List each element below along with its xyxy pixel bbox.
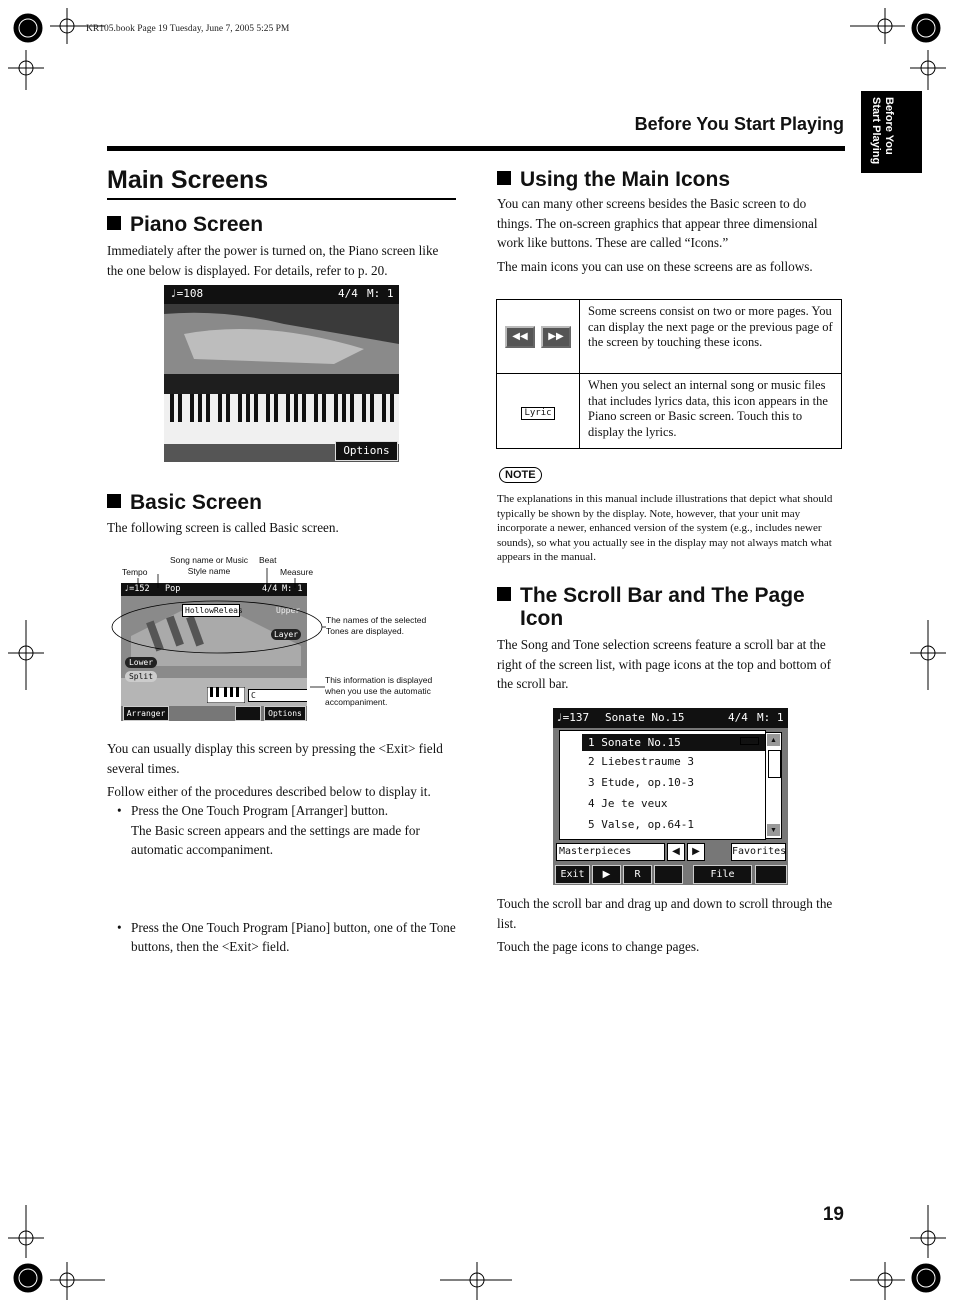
piano-beat: 4/4 [338,287,358,300]
side-tab-label: Before You Start Playing [870,97,895,165]
icons-body2: The main icons you can use on these screens are as follows. [497,259,813,274]
basic-intro: The following screen is called Basic screen. [107,520,339,535]
exit-button[interactable]: Exit [555,865,590,884]
lyric-icon-desc: When you select an internal song or music files that includes lyrics data, this icon appears in the Piano screen or Basic screen. Touch this to display the lyrics. [580,374,842,449]
callout-accompaniment: This information is displayed when you use the automatic accompaniment. [325,675,433,707]
basic-style: Pop [165,584,181,594]
header-rule [107,146,845,151]
layer-button[interactable]: Layer [271,629,301,640]
callout-song-name: Song name or Music Style name [170,555,248,576]
song-list [559,730,766,840]
favorites-button[interactable]: Favorites [731,843,786,861]
list-item[interactable]: 4 Je te veux [588,797,668,810]
callout-measure: Measure [280,567,314,577]
list-item[interactable]: 3 Etude, op.10-3 [588,776,694,789]
song-list-screen [553,708,788,885]
scroll-bar[interactable] [765,732,782,839]
title-rule [107,198,456,200]
piano-photo [164,304,399,462]
basic-para1: You can usually display this screen by pressing the <Exit> field several times. [107,741,443,776]
score-display-icon[interactable] [755,865,787,884]
page-icons-desc: Some screens consist on two or more pages. You can display the next page or the previous page of the screen by touching these icons. [580,300,842,374]
play-icon[interactable]: ▶ [592,865,621,884]
bullet-arranger-line2: The Basic screen appears and the settings are made for automatic accompaniment. [131,822,420,857]
scroll-bar-heading [497,584,805,607]
loop-icon[interactable] [654,865,683,884]
rewind-icon: ◀◀ [505,326,535,348]
basic-measure: M: 1 [282,584,303,594]
main-icons-heading-text: Using the Main Icons [520,168,731,191]
bullet-piano-line1: • Press the One Touch Program [Piano] button, one of the Tone buttons, then the <Exit> field. [131,919,456,954]
note-badge: NOTE [499,467,542,483]
callout-beat: Beat [259,555,277,565]
next-page-icon[interactable]: ▶ [687,843,705,861]
note-text: The explanations in this manual include illustrations that depict what should typically be shown by the display. Note, however, that your unit may incorporate a newer, enhanced version of the system (e.g., includes newer sounds), so what you actually see in the display may not always match what appears in the manual. [497,493,833,563]
scroll-after2: Touch the page icons to change pages. [497,939,700,954]
file-button[interactable]: File [693,865,752,884]
callout-lines [110,560,330,710]
song-beat: 4/4 [728,711,748,724]
section-header: Before You Start Playing [634,114,844,134]
list-item[interactable]: 2 Liebestraume 3 [588,755,694,768]
piano-status-bar [164,285,399,304]
song-title: Sonate No.15 [605,711,685,724]
basic-para2: Follow either of the procedures described below to display it. [107,784,431,799]
bullet-piano [107,918,461,957]
options-button[interactable]: Options [335,441,398,461]
piano-tag: PIANO [742,738,758,744]
basic-options-button[interactable]: Options [264,706,306,721]
song-status-bar [553,708,788,728]
piano-heading-text: Piano Screen [130,213,264,236]
arranger-button[interactable]: Arranger [123,706,169,721]
basic-tempo: ♩=152 [124,584,150,594]
file-header: KR105.book Page 19 Tuesday, June 7, 2005 5:25 PM [86,24,290,34]
table-row [497,374,842,449]
list-item[interactable]: 1 Sonate No.15 [582,734,768,751]
scroll-up-icon[interactable]: ▲ [767,734,780,746]
callout-tones: The names of the selected Tones are displayed. [326,615,427,636]
lyric-icon: Lyric [521,407,554,420]
scroll-after1: Touch the scroll bar and drag up and down to scroll through the list. [497,896,833,931]
record-button[interactable]: R [623,865,652,884]
piano-screen-image [164,285,399,462]
scroll-heading-line1: The Scroll Bar and The Page [520,584,805,607]
piano-body: Immediately after the power is turned on, the Piano screen like the one below is displayed. For details, refer to p. 20. [107,243,439,278]
scroll-thumb[interactable] [768,750,781,778]
scroll-down-icon[interactable]: ▼ [767,824,780,836]
page-number: 19 [822,1204,844,1225]
lyric-icon-cell [497,374,580,449]
prev-page-icon[interactable]: ◀ [667,843,685,861]
scroll-body: The Song and Tone selection screens feature a scroll bar at the right of the screen list, with page icons at the top and bottom of the scroll bar. [497,637,832,691]
piano-tempo: ♩=108 [170,287,204,300]
song-measure: M: 1 [757,711,784,724]
piano-screen-heading [107,213,263,236]
folder-field[interactable]: Masterpieces [556,843,665,861]
basic-heading-text: Basic Screen [130,491,262,514]
icons-table [496,299,842,449]
piano-measure: M: 1 [367,287,394,300]
tone-name-field[interactable]: HollowReleas [182,604,240,617]
icons-body1: You can many other screens besides the Basic screen to do things. The on-screen graphics that appear three dimensional work like buttons. These are called “Icons.” [497,196,818,250]
song-tempo: ♩=137 [556,711,590,724]
scroll-bar-heading-line2: Icon [520,607,564,630]
main-icons-heading [497,168,730,191]
list-item[interactable]: 5 Valse, op.64-1 [588,818,694,831]
basic-beat: 4/4 [262,584,278,594]
side-tab [861,91,922,173]
basic-screen-heading [107,491,262,514]
chord-field: C [248,689,307,702]
callout-tempo: Tempo [122,567,148,577]
lower-button[interactable]: Lower [125,657,157,668]
table-row [497,300,842,374]
bullet-arranger-line1: • Press the One Touch Program [Arranger] button. [131,803,389,818]
bullet-arranger [107,801,461,860]
upper-label: Upper [276,606,301,615]
page-title: Main Screens [107,166,269,194]
split-button[interactable]: Split [125,671,157,682]
page-icons-cell [497,300,580,374]
fast-forward-icon: ▶▶ [541,326,571,348]
